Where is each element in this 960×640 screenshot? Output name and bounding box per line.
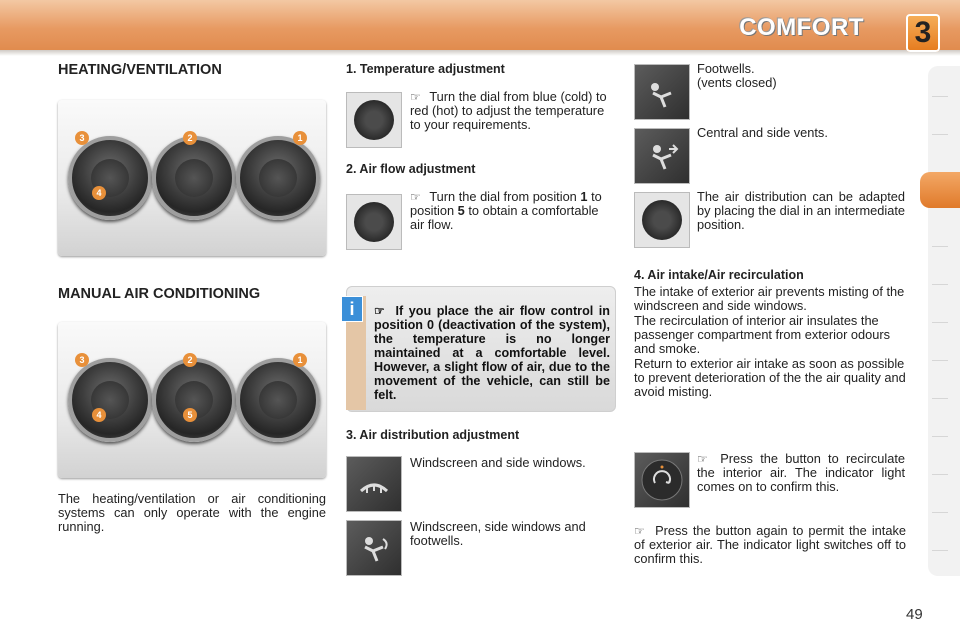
air-flow-dial	[152, 136, 236, 220]
section-2-text-a: Turn the dial from position	[429, 189, 577, 204]
section-1-text: Turn the dial from blue (cold) to red (hot) to adjust the temperature to your requirements.	[410, 89, 607, 132]
footwell-vents-icon	[635, 65, 689, 119]
temperature-dial	[236, 136, 320, 220]
press-recirculate-text: Press the button to recirculate the interior air. The indicator light comes on to confirm this.	[697, 451, 905, 494]
section-4-title: 4. Air intake/Air recirculation	[634, 268, 804, 282]
position-1: 1	[580, 189, 588, 204]
footwells-note: (vents closed)	[697, 75, 777, 90]
section-3-item-1: Windscreen and side windows.	[410, 455, 586, 470]
footwell-vents-thumbnail	[634, 64, 690, 120]
footwells-text	[697, 62, 907, 90]
distribution-dial-thumbnail	[634, 192, 690, 248]
intro-paragraph: The heating/ventilation or air conditioning systems can only operate with the engine running.	[58, 491, 326, 534]
air-distribution-dial	[68, 136, 152, 220]
chapter-number-badge: 3	[906, 14, 940, 52]
press-recirculate-text-block	[697, 452, 905, 494]
info-box-text: If you place the air flow control in position 0 (deactivation of the system), the temperature is no longer maintained at a comfortable level. However, a slight flow of air, due to the movement of the vehicle, can still be felt.	[374, 304, 610, 402]
callout-number: 4	[92, 186, 106, 200]
chapter-tabs	[928, 66, 960, 576]
press-again-text-block	[634, 524, 906, 566]
windscreen-demist-icon	[347, 457, 401, 511]
pointing-hand-icon: ☞	[410, 190, 421, 204]
position-5: 5	[457, 203, 465, 218]
callout-number: 2	[183, 131, 197, 145]
tab-active-comfort[interactable]	[920, 172, 960, 208]
callout-number: 1	[293, 353, 307, 367]
callout-number: 5	[183, 408, 197, 422]
windscreen-footwell-icon	[347, 521, 401, 575]
header-shadow	[0, 50, 960, 56]
callout-number: 3	[75, 131, 89, 145]
section-1-title: 1. Temperature adjustment	[346, 62, 505, 76]
windscreen-footwell-thumbnail	[346, 520, 402, 576]
pointing-hand-icon: ☞	[697, 452, 708, 466]
section-2-text-c: to position	[410, 189, 602, 218]
section-2-title: 2. Air flow adjustment	[346, 162, 476, 176]
pointing-hand-icon: ☞	[410, 90, 421, 104]
tab-divider	[932, 436, 948, 437]
tab-divider	[932, 96, 948, 97]
tab-divider	[932, 550, 948, 551]
temperature-dial	[236, 358, 320, 442]
air-flow-dial	[152, 358, 236, 442]
chapter-title: COMFORT	[739, 14, 864, 41]
tab-divider	[932, 246, 948, 247]
air-distribution-dial	[68, 358, 152, 442]
heading-heating-ventilation: HEATING/VENTILATION	[58, 62, 222, 78]
central-side-vents-icon	[635, 129, 689, 183]
tab-divider	[932, 360, 948, 361]
section-2-text-block	[410, 190, 614, 232]
press-again-text: Press the button again to permit the intake of exterior air. The indicator light switches off to confirm this.	[634, 523, 906, 566]
central-vents-thumbnail	[634, 128, 690, 184]
footwells-label: Footwells.	[697, 61, 755, 76]
central-side-vents-text: Central and side vents.	[697, 125, 828, 140]
tab-divider	[932, 322, 948, 323]
air-intake-paragraph-1: The intake of exterior air prevents misting of the windscreen and side windows.	[634, 284, 905, 313]
intermediate-position-text: The air distribution can be adapted by placing the dial in an intermediate position.	[697, 189, 905, 232]
pointing-hand-icon: ☞	[634, 524, 645, 538]
callout-number: 4	[92, 408, 106, 422]
info-icon: i	[341, 296, 363, 322]
page-number: 49	[906, 606, 923, 623]
section-3-item-2: Windscreen, side windows and footwells.	[410, 519, 586, 548]
section-1-text-block	[410, 90, 614, 132]
heading-manual-air-conditioning: MANUAL AIR CONDITIONING	[58, 286, 261, 302]
tab-divider	[932, 474, 948, 475]
temperature-dial-thumbnail	[346, 92, 402, 148]
tab-divider	[932, 134, 948, 135]
pointing-hand-icon: ☞	[374, 304, 385, 318]
air-flow-dial-thumbnail	[346, 194, 402, 250]
tab-divider	[932, 398, 948, 399]
heating-control-panel	[58, 100, 326, 256]
air-intake-paragraph-3: Return to exterior air intake as soon as possible to prevent deterioration of the the air quality and avoid misting.	[634, 356, 906, 399]
recirculation-button-thumbnail	[634, 452, 690, 508]
callout-number: 2	[183, 353, 197, 367]
section-3-title: 3. Air distribution adjustment	[346, 428, 520, 442]
tab-divider	[932, 512, 948, 513]
tab-divider	[932, 284, 948, 285]
air-conditioning-control-panel	[58, 322, 326, 478]
callout-number: 1	[293, 131, 307, 145]
callout-number: 3	[75, 353, 89, 367]
windscreen-demist-thumbnail	[346, 456, 402, 512]
recirculation-icon	[635, 453, 689, 507]
section-2-text-d: to obtain a comfortable air flow.	[410, 203, 599, 232]
info-box-text-block	[374, 304, 610, 402]
air-intake-paragraph-2: The recirculation of interior air insulates the passenger compartment from exterior odours and smoke.	[634, 313, 891, 356]
